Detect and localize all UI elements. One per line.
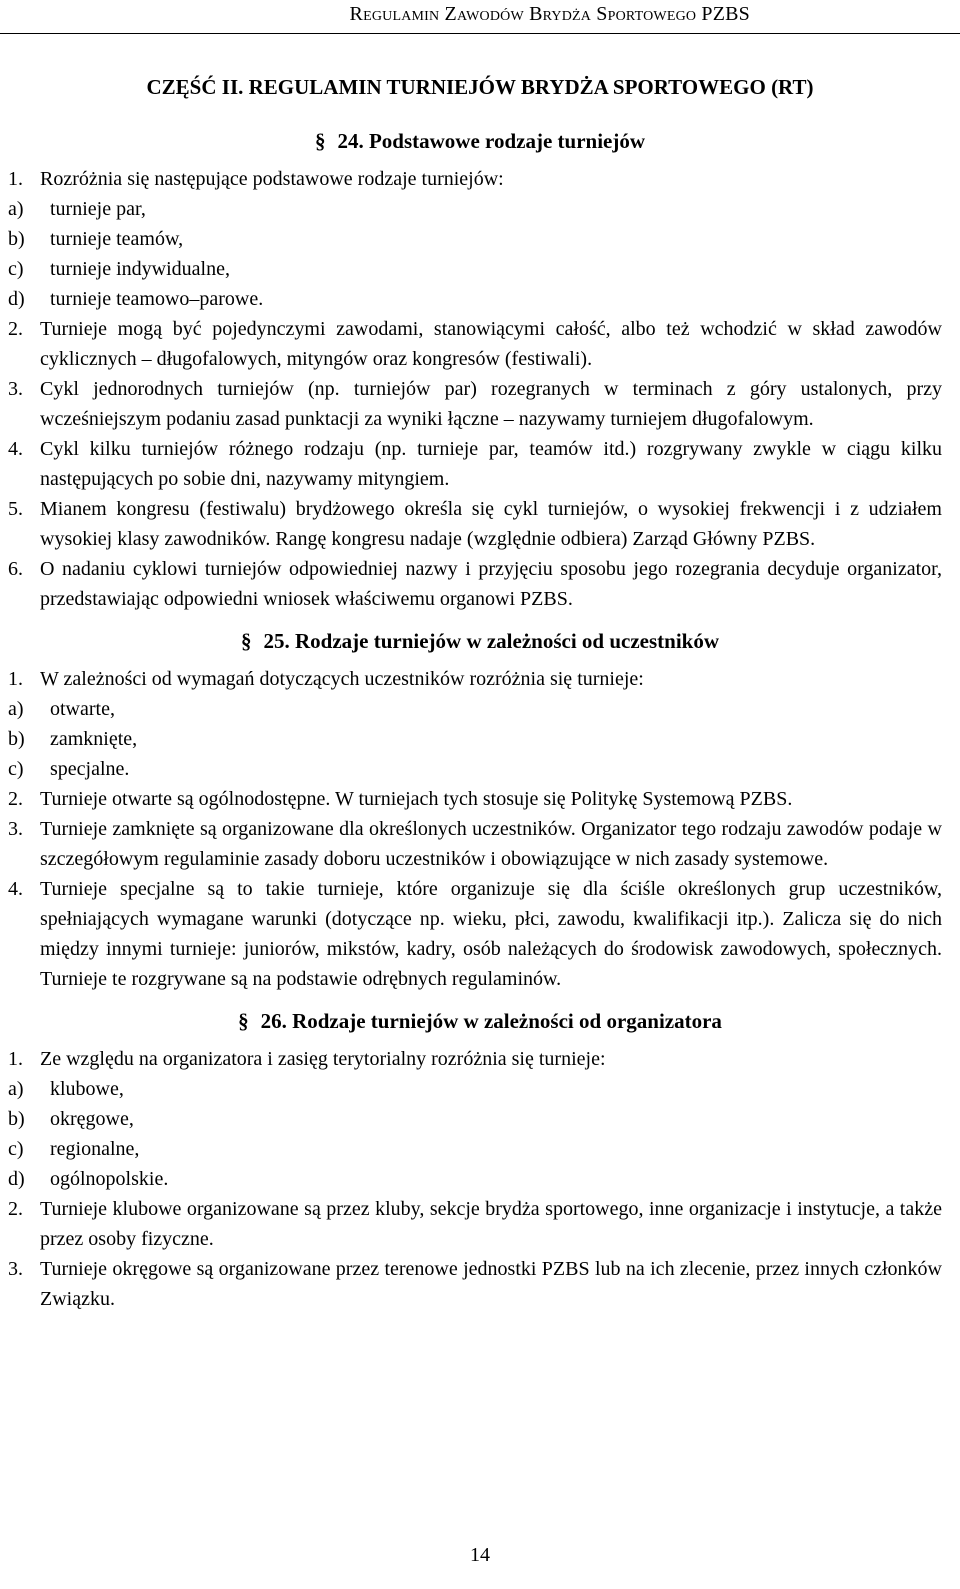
list-item-text: Turnieje otwarte są ogólnodostępne. W turniejach tych stosuje się Politykę Systemową PZBS.	[40, 788, 793, 810]
list-item-number: 2.	[8, 788, 23, 810]
list-item-number: 5.	[8, 498, 23, 520]
list-item	[0, 814, 960, 874]
sub-list-item-letter: c)	[8, 1138, 24, 1160]
sub-list-item-letter: b)	[8, 728, 25, 750]
list-item	[0, 784, 960, 814]
list-item	[0, 314, 960, 374]
sub-list-item	[0, 724, 960, 754]
sub-list-item-text: klubowe,	[50, 1078, 124, 1100]
section-gap	[0, 614, 960, 626]
list-item-text: Turnieje specjalne są to takie turnieje, które organizuje się dla ściśle określonych grup uczestników, spełniających wymagane warunki (dotyczące np. wieku, płci, zawodu, kwalifikacji itp.). Zalicza się do nich między innymi turnieje: juniorów, mikstów, kadry, osób należących do środowisk zawodowych, społecznych. Turnieje te rozgrywane są na podstawie odrębnych regulaminów.	[40, 878, 942, 990]
running-header-title: Regulamin Zawodów Brydża Sportowego PZBS	[349, 3, 750, 25]
sub-list-item-text: turnieje teamowo–parowe.	[50, 288, 264, 310]
list-item-text: Cykl jednorodnych turniejów (np. turniejów par) rozegranych w terminach z góry ustalonych, przy wcześniejszym podaniu zasad punktacji za wyniki łączne – nazywamy turniejem długofalowym.	[40, 378, 942, 430]
section-heading	[0, 626, 960, 656]
sub-list-item	[0, 1134, 960, 1164]
list-item-number: 3.	[8, 378, 23, 400]
list-item-number: 2.	[8, 1198, 23, 1220]
sub-list-item-text: zamknięte,	[50, 728, 138, 750]
section-symbol: §	[238, 1009, 249, 1033]
list-item-number: 3.	[8, 818, 23, 840]
document-body	[0, 72, 960, 1314]
sub-list-item	[0, 254, 960, 284]
section-heading-text: 24. Podstawowe rodzaje turniejów	[337, 129, 646, 153]
sub-list-item-text: regionalne,	[50, 1138, 140, 1160]
list-item-number: 1.	[8, 1048, 23, 1070]
list-item-text: Turnieje mogą być pojedynczymi zawodami, stanowiącymi całość, albo też wchodzić w skład zawodów cyklicznych – długofalowych, mityngów oraz kongresów (festiwali).	[40, 318, 942, 370]
list-item	[0, 494, 960, 554]
sub-list-item-letter: a)	[8, 698, 24, 720]
section-symbol: §	[314, 129, 326, 153]
sub-list-item	[0, 694, 960, 724]
sub-list-item-text: ogólnopolskie.	[50, 1168, 169, 1190]
list-item	[0, 874, 960, 994]
section-heading	[0, 126, 960, 156]
list-item-text: Ze względu na organizatora i zasięg terytorialny rozróżnia się turnieje:	[40, 1048, 606, 1070]
section-symbol: §	[240, 629, 252, 653]
sub-list-item-letter: b)	[8, 1108, 25, 1130]
sub-list-item	[0, 1164, 960, 1194]
sub-list-item-letter: d)	[8, 1168, 25, 1190]
list-item	[0, 664, 960, 694]
sub-list-item-text: turnieje teamów,	[50, 228, 184, 250]
list-item-number: 4.	[8, 878, 23, 900]
sub-list-item-text: otwarte,	[50, 698, 115, 720]
sections-container	[0, 126, 960, 1314]
section-heading-text: 26. Rodzaje turniejów w zależności od organizatora	[260, 1009, 722, 1033]
list-item-number: 2.	[8, 318, 23, 340]
section-gap	[0, 994, 960, 1006]
list-item	[0, 374, 960, 434]
list-item-number: 4.	[8, 438, 23, 460]
list-item	[0, 1254, 960, 1314]
list-item	[0, 554, 960, 614]
section-heading-text: 25. Rodzaje turniejów w zależności od uczestników	[263, 629, 720, 653]
list-item-text: W zależności od wymagań dotyczących uczestników rozróżnia się turnieje:	[40, 668, 644, 690]
list-item	[0, 434, 960, 494]
sub-list-item-letter: a)	[8, 198, 24, 220]
list-item	[0, 1044, 960, 1074]
list-item-number: 6.	[8, 558, 23, 580]
list-item-text: Turnieje klubowe organizowane są przez kluby, sekcje brydża sportowego, inne organizacje i instytucje, a także przez osoby fizyczne.	[40, 1198, 942, 1250]
list-item-text: Mianem kongresu (festiwalu) brydżowego określa się cykl turniejów, o wysokiej frekwencji i z udziałem wysokiej klasy zawodników. Rangę kongresu nadaje (względnie odbiera) Zarząd Główny PZBS.	[40, 498, 942, 550]
sub-list-item-text: turnieje par,	[50, 198, 146, 220]
part-title: CZĘŚĆ II. REGULAMIN TURNIEJÓW BRYDŻA SPORTOWEGO (RT)	[146, 75, 814, 99]
list-item-text: Rozróżnia się następujące podstawowe rodzaje turniejów:	[40, 168, 504, 190]
list-item	[0, 164, 960, 194]
list-item-text: Turnieje zamknięte są organizowane dla określonych uczestników. Organizator tego rodzaju zawodów podaje w szczegółowym regulaminie zasady doboru uczestników i obowiązujące w nich zasady systemowe.	[40, 818, 942, 870]
list-item-number: 3.	[8, 1258, 23, 1280]
list-item	[0, 1194, 960, 1254]
sub-list-item	[0, 1074, 960, 1104]
sub-list-item-text: specjalne.	[50, 758, 130, 780]
page-number: 14	[470, 1544, 490, 1566]
sub-list-item-letter: d)	[8, 288, 25, 310]
sub-list-item	[0, 194, 960, 224]
section-heading	[0, 1006, 960, 1036]
sub-list-item	[0, 1104, 960, 1134]
sub-list-item-text: turnieje indywidualne,	[50, 258, 230, 280]
list-item-number: 1.	[8, 668, 23, 690]
list-item-text: Turnieje okręgowe są organizowane przez terenowe jednostki PZBS lub na ich zlecenie, przez innych członków Związku.	[40, 1258, 942, 1310]
sub-list-item-letter: c)	[8, 758, 24, 780]
sub-list-item-letter: a)	[8, 1078, 24, 1100]
list-item-text: Cykl kilku turniejów różnego rodzaju (np. turnieje par, teamów itd.) rozgrywany zwykle w ciągu kilku następujących po sobie dni, nazywamy mityngiem.	[40, 438, 942, 490]
sub-list-item-text: okręgowe,	[50, 1108, 134, 1130]
running-header	[0, 0, 960, 34]
sub-list-item	[0, 224, 960, 254]
sub-list-item	[0, 284, 960, 314]
sub-list-item-letter: c)	[8, 258, 24, 280]
list-item-text: O nadaniu cyklowi turniejów odpowiedniej nazwy i przyjęciu sposobu jego rozegrania decyduje organizator, przedstawiając odpowiedni wniosek właściwemu organowi PZBS.	[40, 558, 942, 610]
list-item-number: 1.	[8, 168, 23, 190]
sub-list-item	[0, 754, 960, 784]
sub-list-item-letter: b)	[8, 228, 25, 250]
